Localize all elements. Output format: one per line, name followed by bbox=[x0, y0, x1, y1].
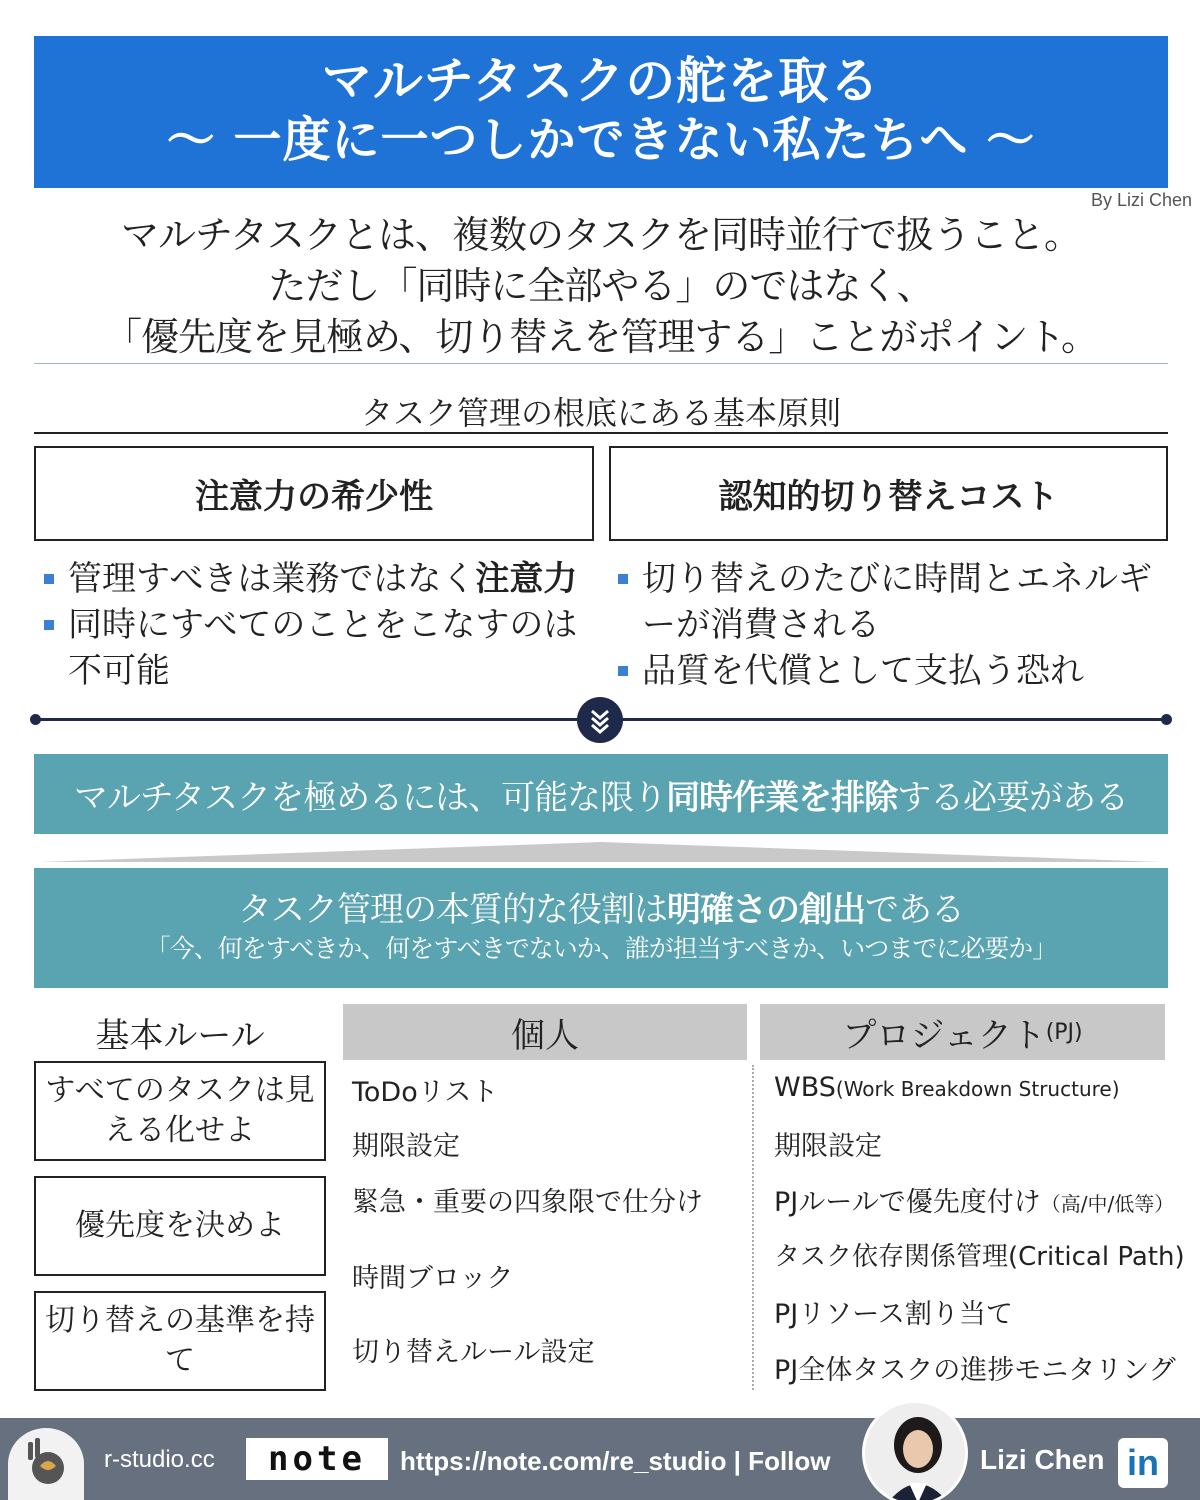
note-logo[interactable]: note bbox=[246, 1438, 388, 1480]
intro-divider bbox=[34, 363, 1168, 364]
byline: By Lizi Chen bbox=[1090, 190, 1192, 210]
role-banner bbox=[34, 868, 1168, 988]
wedge-divider bbox=[40, 842, 1162, 862]
title-line-2: 〜 一度に一つしかできない私たちへ 〜 bbox=[166, 112, 1036, 168]
principles-title: タスク管理の根底にある基本原則 bbox=[360, 394, 841, 432]
principles-divider bbox=[34, 432, 1168, 434]
bullet-item: 品質を代償として支払う恐れ bbox=[614, 648, 1174, 694]
bullet-item: 切り替えのたびに時間とエネルギーが消費される bbox=[614, 556, 1174, 648]
intro-text bbox=[34, 210, 1168, 363]
project-item: WBS(Work Breakdown Structure) bbox=[774, 1072, 1120, 1103]
column-header-project: プロジェクト (PJ) bbox=[760, 1004, 1165, 1060]
divider-dot-right bbox=[1161, 714, 1172, 725]
brain-hand-icon bbox=[8, 1428, 84, 1500]
role-subline: 「今、何をすべきか、何をすべきでないか、誰が担当すべきか、いつまでに必要か」 bbox=[145, 934, 1057, 963]
key-message-banner: マルチタスクを極めるには、可能な限り 同時作業を排除 する必要がある bbox=[34, 754, 1168, 834]
personal-item: 期限設定 bbox=[352, 1131, 460, 1162]
linkedin-icon[interactable]: in bbox=[1118, 1438, 1168, 1488]
attention-bullets bbox=[40, 556, 600, 694]
project-item: タスク依存関係管理(Critical Path) bbox=[774, 1242, 1185, 1272]
intro-line-3: 「優先度を見極め、切り替えを管理する」ことがポイント。 bbox=[103, 315, 1099, 359]
title-line-1: マルチタスクの舵を取る bbox=[321, 52, 881, 110]
footer-site-link[interactable]: r-studio.cc bbox=[104, 1446, 215, 1473]
role-line: タスク管理の本質的な役割は明確さの創出である bbox=[238, 890, 964, 930]
intro-line-1: マルチタスクとは、複数のタスクを同時並行で扱うこと。 bbox=[120, 213, 1082, 257]
personal-item: 時間ブロック bbox=[352, 1263, 514, 1294]
bullet-bold: 注意力 bbox=[475, 559, 578, 599]
principle-box-attention: 注意力の希少性 bbox=[34, 446, 594, 541]
chevrons-down-icon bbox=[577, 697, 623, 743]
rule-box-switching: 切り替えの基準を持て bbox=[34, 1291, 326, 1391]
project-item: PJルールで優先度付け（高/中/低等） bbox=[774, 1187, 1175, 1218]
project-item: PJ全体タスクの進捗モニタリング bbox=[774, 1355, 1176, 1386]
bullet-item: 同時にすべてのことをこなすのは不可能 bbox=[40, 602, 600, 694]
personal-item: 緊急・重要の四象限で仕分け bbox=[352, 1187, 703, 1218]
rules-title: 基本ルール bbox=[95, 1016, 265, 1056]
key-message-bold: 同時作業を排除 bbox=[666, 777, 898, 818]
project-item: PJリソース割り当て bbox=[774, 1299, 1013, 1330]
title-banner bbox=[34, 36, 1168, 188]
personal-item: ToDoリスト bbox=[352, 1077, 499, 1108]
switching-bullets bbox=[614, 556, 1174, 694]
personal-item: 切り替えルール設定 bbox=[352, 1337, 595, 1368]
column-header-personal: 個人 bbox=[343, 1004, 747, 1060]
footer-url-link[interactable]: https://note.com/re_studio | Follow bbox=[400, 1446, 831, 1476]
project-item: 期限設定 bbox=[774, 1131, 882, 1162]
intro-line-2: ただし「同時に全部やる」のではなく、 bbox=[268, 264, 934, 308]
rule-box-priority: 優先度を決めよ bbox=[34, 1176, 326, 1276]
avatar bbox=[862, 1400, 968, 1500]
column-separator bbox=[752, 1065, 754, 1390]
bullet-item: 管理すべきは業務ではなく注意力 bbox=[40, 556, 600, 602]
role-bold: 明確さの創出 bbox=[667, 890, 865, 930]
footer bbox=[0, 1418, 1200, 1500]
divider-dot-left bbox=[30, 714, 41, 725]
footer-author-name: Lizi Chen bbox=[980, 1444, 1105, 1475]
rule-box-visualize: すべてのタスクは見える化せよ bbox=[34, 1061, 326, 1161]
principle-box-switching: 認知的切り替えコスト bbox=[609, 446, 1168, 541]
